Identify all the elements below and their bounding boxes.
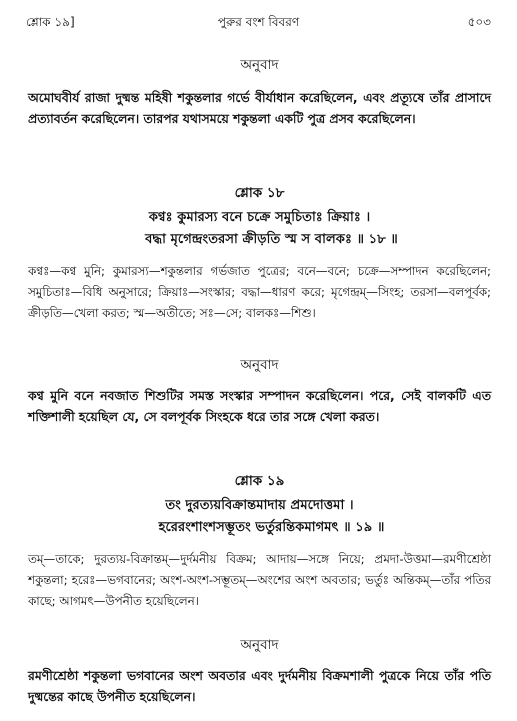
translation-section-3 <box>28 634 491 707</box>
verse-text <box>28 495 491 539</box>
verse-text <box>28 207 491 251</box>
translation-section-2 <box>28 354 491 427</box>
translation-text: কণ্ব মুনি বনে নবজাত শিশুটির সমস্ত সংস্কার সম্পাদন করেছিলেন। পরে, সেই বালকটি এত শক্তিশালী হয়েছিল যে, সে বলপূর্বক সিংহকে ধরে তার সঙ্গে খেলা করত। <box>28 388 491 424</box>
verse-section-19 <box>28 470 491 612</box>
translation-heading: অনুবাদ <box>240 357 279 373</box>
verse-title: শ্লোক ১৯ <box>234 473 285 489</box>
translation-text: অমোঘবীর্য রাজা দুষ্মন্ত মহিষী শকুন্তলার গর্ভে বীর্যাধান করেছিলেন, এবং প্রত্যূষে তাঁর প্রাসাদে প্রত্যাবর্তন করেছিলেন। তারপর যথাসময়ে শকুন্তলা একটি পুত্র প্রসব করেছিলেন। <box>28 90 491 126</box>
header-verse-ref: শ্লোক ১৯] <box>26 15 75 29</box>
verse-line-1: কণ্বঃ কুমারস্য বনে চক্রে সমুচিতাঃ ক্রিয়াঃ । <box>148 210 371 225</box>
synonyms-text: কণ্বঃ—কণ্ব মুনি; কুমারস্য—শকুন্তলার গর্ভজাত পুত্রের; বনে—বনে; চক্রে—সম্পাদন করেছিলেন; সমুচিতাঃ—বিধি অনুসারে; ক্রিয়াঃ—সংস্কার; বদ্ধা—ধারণ করে; মৃগেন্দ্রম্—সিংহ; তরসা—বলপূর্বক; ক্রীড়তি—খেলা করত; স্ম—অতীতে; সঃ—সে; বালকঃ—শিশু। <box>28 264 491 320</box>
verse-line-2: বদ্ধা মৃগেন্দ্রংতরসা ক্রীড়তি স্ম স বালকঃ ॥ ১৮ ॥ <box>145 232 398 247</box>
page-header <box>26 14 491 32</box>
translation-section-1 <box>28 54 491 129</box>
verse-title: শ্লোক ১৮ <box>234 185 285 201</box>
header-chapter-title: পুরুর বংশ বিবরণ <box>217 15 300 29</box>
translation-heading: অনুবাদ <box>240 57 279 73</box>
translation-heading: অনুবাদ <box>240 637 279 653</box>
verse-line-1: তং দুরত্যয়বিক্রান্তমাদায় প্রমদোত্তমা । <box>165 498 354 513</box>
translation-text: রমণীশ্রেষ্ঠা শকুন্তলা ভগবানের অংশ অবতার এবং দুর্দমনীয় বিক্রমশালী পুত্রকে নিয়ে তাঁর পতি দুষ্মন্তের কাছে উপনীত হয়েছিলেন। <box>28 668 491 704</box>
verse-line-2: হরেরংশাংশসম্ভূতং ভর্তুরন্তিকমাগমৎ ॥ ১৯ ॥ <box>158 520 385 535</box>
synonyms-text: তম্—তাকে; দুরত্যয়-বিক্রান্তম্—দুর্দমনীয় বিক্রম; আদায়—সঙ্গে নিয়ে; প্রমদা-উত্তমা—রমণীশ্রেষ্ঠা শকুন্তলা; হরেঃ—ভগবানের; অংশ-অংশ-সম্ভূতম্—অংশের অংশ অবতার; ভর্তুঃ অন্তিকম্—তাঁর পতির কাছে; আগমৎ—উপনীত হয়েছিলেন। <box>28 552 491 608</box>
header-page-number: ৫০৩ <box>467 15 491 29</box>
verse-section-18 <box>28 182 491 324</box>
